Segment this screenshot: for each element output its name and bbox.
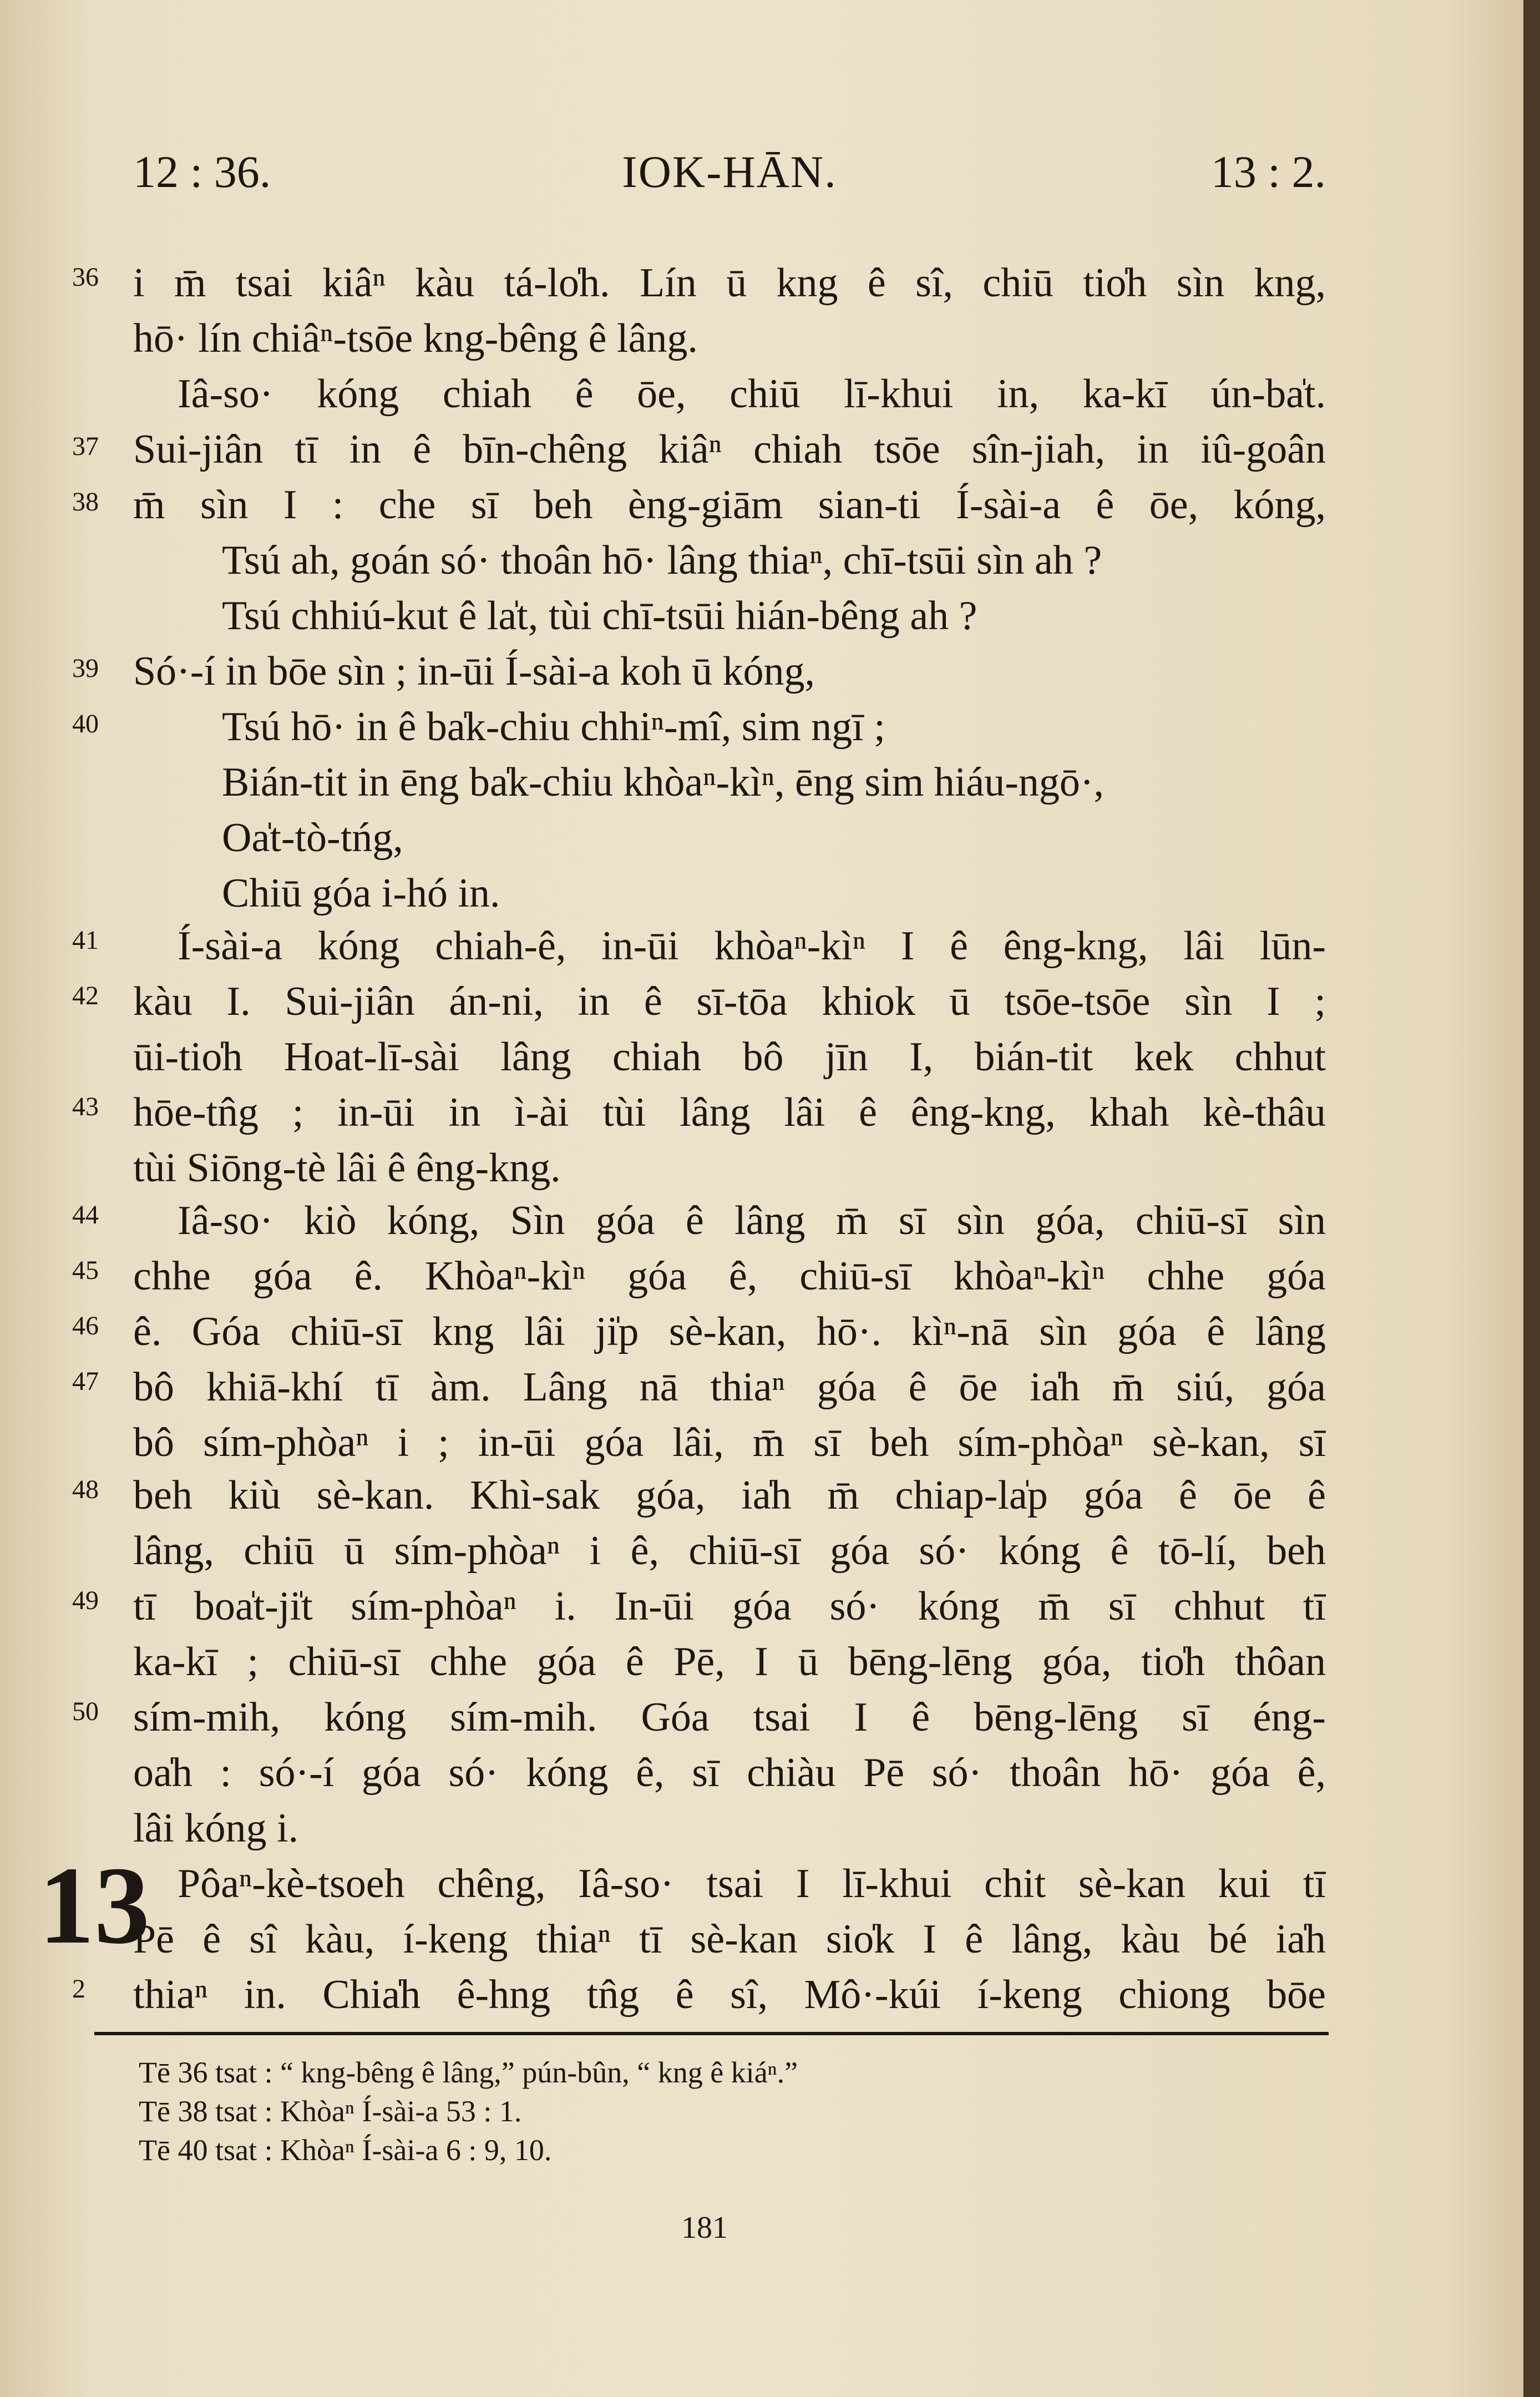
verse-number: 41 — [72, 926, 99, 955]
footnote: Tē 40 tsat : Khòaⁿ Í-sài-a 6 : 9, 10. — [139, 2133, 552, 2167]
header-right-reference: 13 : 2. — [1210, 146, 1326, 197]
text-line: sím-mih, kóng sím-mih. Góa tsai I ê bēng-lēng sī éng- — [133, 1695, 1326, 1740]
text-line: Tsú hō· in ê ba̍k-chiu chhiⁿ-mî, sim ngī ; — [222, 704, 885, 750]
text-line: Bián-tit in ēng ba̍k-chiu khòaⁿ-kìⁿ, ēng sim hiáu-ngō·, — [222, 760, 1104, 805]
footnote-divider — [94, 2032, 1329, 2035]
text-line: Só·-í in bōe sìn ; in-ūi Í-sài-a koh ū kóng, — [133, 649, 815, 694]
footnote: Tē 36 tsat : “ kng-bêng ê lâng,” pún-bûn, “ kng ê kiáⁿ.” — [139, 2056, 798, 2089]
text-line: hō· lín chiâⁿ-tsōe kng-bêng ê lâng. — [133, 316, 698, 361]
text-line: kàu I. Sui-jiân án-ni, in ê sī-tōa khiok ū tsōe-tsōe sìn I ; — [133, 979, 1326, 1024]
text-line: beh kiù sè-kan. Khì-sak góa, ia̍h m̄ chiap-la̍p góa ê ōe ê — [133, 1473, 1326, 1518]
verse-number: 46 — [72, 1311, 99, 1341]
verse-number: 49 — [72, 1586, 99, 1615]
text-line: i m̄ tsai kiâⁿ kàu tá-lo̍h. Lín ū kng ê sî, chiū tio̍h sìn kng, — [133, 260, 1326, 306]
header-left-reference: 12 : 36. — [133, 146, 271, 197]
text-line: m̄ sìn I : che sī beh èng-giām sian-ti Í-sài-a ê ōe, kóng, — [133, 482, 1326, 528]
text-line: Chiū góa i-hó in. — [222, 871, 500, 916]
text-line: tī boa̍t-ji̍t sím-phòaⁿ i. In-ūi góa só· kóng m̄ sī chhut tī — [133, 1584, 1326, 1629]
verse-number: 2 — [72, 1974, 85, 2004]
text-line: bô sím-phòaⁿ i ; in-ūi góa lâi, m̄ sī beh sím-phòaⁿ sè-kan, sī — [133, 1420, 1326, 1465]
running-header — [133, 141, 1326, 203]
header-book-title: IOK-HĀN. — [622, 146, 837, 197]
verse-number: 39 — [72, 654, 99, 683]
text-line: bô khiā-khí tī àm. Lâng nā thiaⁿ góa ê ōe ia̍h m̄ siú, góa — [133, 1364, 1326, 1410]
text-line: Iâ-so· kóng chiah ê ōe, chiū lī-khui in, ka-kī ún-ba̍t. — [178, 371, 1326, 417]
text-line: Pē ê sî kàu, í-keng thiaⁿ tī sè-kan sio̍k I ê lâng, kàu bé ia̍h — [133, 1916, 1326, 1962]
text-line: Oa̍t-tò-tńg, — [222, 815, 403, 861]
verse-number: 38 — [72, 487, 99, 517]
text-line: Tsú ah, goán só· thoân hō· lâng thiaⁿ, chī-tsūi sìn ah ? — [222, 538, 1102, 583]
text-line: Tsú chhiú-kut ê la̍t, tùi chī-tsūi hián-bêng ah ? — [222, 593, 977, 639]
verse-number: 37 — [72, 432, 99, 461]
footnote: Tē 38 tsat : Khòaⁿ Í-sài-a 53 : 1. — [139, 2095, 522, 2128]
verse-number: 47 — [72, 1367, 99, 1396]
text-line: lâng, chiū ū sím-phòaⁿ i ê, chiū-sī góa só· kóng ê tō-lí, beh — [133, 1528, 1326, 1574]
verse-number: 45 — [72, 1256, 99, 1285]
text-line: oa̍h : só·-í góa só· kóng ê, sī chiàu Pē só· thoân hō· góa ê, — [133, 1750, 1326, 1796]
text-line: ka-kī ; chiū-sī chhe góa ê Pē, I ū bēng-lēng góa, tio̍h thôan — [133, 1639, 1326, 1685]
text-line: Pôaⁿ-kè-tsoeh chêng, Iâ-so· tsai I lī-khui chit sè-kan kui tī — [178, 1861, 1326, 1907]
verse-number: 43 — [72, 1092, 99, 1121]
text-line: tùi Siōng-tè lâi ê êng-kng. — [133, 1145, 561, 1191]
page-number: 181 — [681, 2211, 728, 2245]
text-line: ê. Góa chiū-sī kng lâi ji̍p sè-kan, hō·. kìⁿ-nā sìn góa ê lâng — [133, 1309, 1326, 1354]
verse-number: 42 — [72, 981, 99, 1010]
verse-number: 40 — [72, 709, 99, 739]
text-line: lâi kóng i. — [133, 1806, 299, 1851]
text-line: chhe góa ê. Khòaⁿ-kìⁿ góa ê, chiū-sī khòaⁿ-kìⁿ chhe góa — [133, 1253, 1326, 1299]
verse-number: 50 — [72, 1697, 99, 1726]
text-line: Sui-jiân tī in ê bīn-chêng kiâⁿ chiah tsōe sîn-jiah, in iû-goân — [133, 427, 1326, 472]
text-line: hōe-tn̂g ; in-ūi in ì-ài tùi lâng lâi ê êng-kng, khah kè-thâu — [133, 1090, 1326, 1135]
page-edge — [1523, 0, 1540, 2397]
text-line: Í-sài-a kóng chiah-ê, in-ūi khòaⁿ-kìⁿ I ê êng-kng, lâi lūn- — [178, 923, 1326, 969]
text-line: thiaⁿ in. Chia̍h ê-hng tn̂g ê sî, Mô·-kúi í-keng chiong bōe — [133, 1972, 1326, 2017]
text-line: Iâ-so· kiò kóng, Sìn góa ê lâng m̄ sī sìn góa, chiū-sī sìn — [178, 1198, 1326, 1243]
verse-number: 48 — [72, 1475, 99, 1504]
chapter-number: 13 — [39, 1844, 150, 1967]
verse-number: 44 — [72, 1200, 99, 1230]
text-line: ūi-tio̍h Hoat-lī-sài lâng chiah bô jīn I, bián-tit kek chhut — [133, 1034, 1326, 1080]
verse-number: 36 — [72, 262, 99, 292]
